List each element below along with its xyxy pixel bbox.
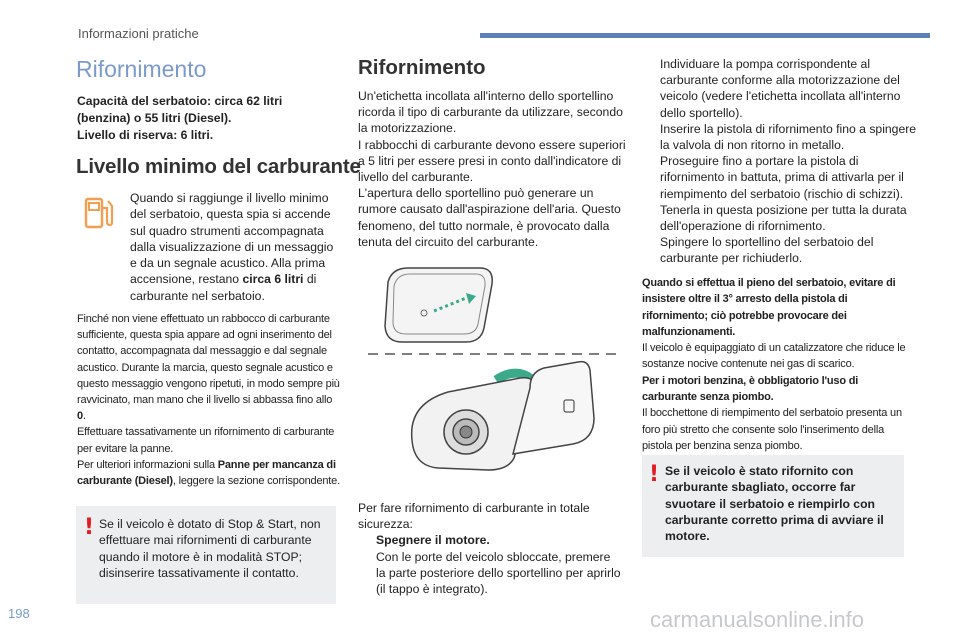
step-text: Con le porte del veicolo sbloccate, premere la parte posteriore dello sportellino per aprirlo (il tappo è integrato). [376,549,621,597]
step-text: Spegnere il motore. [376,533,490,548]
warning-icon: ! [649,462,660,487]
list-item [358,532,623,548]
watermark: carmanualsonline.info [650,607,865,632]
details-p2: Effettuare tassativamente un rifornimento di carburante per evitare la panne. [77,426,335,455]
tank-capacity [77,93,317,144]
low-fuel-warning-text [130,190,335,304]
refuel-intro [358,88,628,250]
catalyst-text: Il veicolo è equipaggiato di un catalizzatore che riduce le sostanze nocive contenute nei gas di scarico. [642,342,906,371]
list-item [642,153,917,202]
header-bar [480,33,930,38]
reserve-text: Livello di riserva: 6 litri. [77,128,214,142]
full-tank-warning: Quando si effettua il pieno del serbatoio, evitare di insistere oltre il 3° arresto della pistola di rifornimento; ciò potrebbe provocare dei malfunzionamenti. [642,277,896,338]
fuel-pump-icon [84,196,114,230]
warning-icon: ! [84,515,95,540]
list-item [642,202,917,234]
unleaded-requirement: Per i motori benzina, è obbligatorio l'uso di carburante senza piombo. [642,374,859,404]
list-item [642,234,917,266]
header-section-title: Informazioni pratiche [78,26,199,41]
min-fuel-heading: Livello minimo del carburante [76,155,361,178]
step-text: Tenerla in questa posizione per tutta la durata dell'operazione di rifornimento. [660,202,907,234]
details-p3-bold: Panne per mancanza di carburante (Diesel) [77,458,336,488]
full-tank-note [642,275,914,454]
details-p1: Finché non viene effettuato un rabbocco di carburante sufficiente, questa spia appare ad ogni inserimento del contatto, accompagnata dal messaggio e dal segnale acustico. Durante la marcia, questo segnale acustico e questo messaggio vengono ripetuti, in modo sempre più ravvicinato, man mano che il livello si abbassa fino allo [77,313,340,407]
details-p3-c: , leggere la sezione corrispondente. [172,475,340,488]
fuel-flap-illustration [368,262,620,492]
list-item [642,56,917,121]
refuel-steps [642,56,917,267]
filler-neck-text: Il bocchettone di riempimento del serbatoio presenta un foro più stretto che consente solo l'inserimento della pistola per benzina senza piombo. [642,407,902,452]
refuel-p1: Un'etichetta incollata all'interno dello sportellino ricorda il tipo di carburante da utilizzare, secondo la motorizzazione. [358,89,623,136]
refuel-p3: L'apertura dello sportellino può generare un rumore causato dall'aspirazione dell'aria. Questo fenomeno, del tutto normale, è provocato dalla tenuta del circuito del carburante. [358,186,621,249]
warn-text-c: di carburante nel serbatoio. [130,272,317,303]
details-p3-a: Per ulteriori informazioni sulla [77,458,218,471]
refuel-procedure [358,500,623,597]
list-item [642,121,917,153]
step-text: Individuare la pompa corrispondente al carburante conforme alla motorizzazione del veicolo (vedere l'etichetta incollata all'interno dello sportello). [660,57,901,120]
step-text: Spingere lo sportellino del serbatoio del carburante per richiuderlo. [660,235,874,266]
step-text: Inserire la pistola di rifornimento fino a spingere la valvola di non ritorno in metallo. [660,121,917,153]
warn-text-a: Quando si raggiunge il livello minimo del serbatoio, questa spia si accende sul quadro strumenti accompagnata dalla visualizzazione di un messaggio e da un segnale acustico. Alla prima accensione, restano [130,191,334,287]
refuel-heading: Rifornimento [358,56,486,79]
page-number: 198 [8,606,30,621]
stop-start-note: Se il veicolo è dotato di Stop & Start, non effettuare mai rifornimenti di carburante quando il motore è in modalità STOP; disinserire tassativamente il contatto. [99,517,321,580]
step-text: Proseguire fino a portare la pistola di rifornimento in battuta, prima di attivarla per il riempimento del serbatoio (rischio di schizzi). [660,154,904,201]
details-zero: 0 [77,410,83,423]
list-item [358,549,623,598]
warn-text-bold: circa 6 litri [242,272,304,287]
refuel-p2: I rabbocchi di carburante devono essere superiori a 5 litri per essere presi in conto dall'indicatore di livello del carburante. [358,137,626,185]
wrong-fuel-note: Se il veicolo è stato rifornito con carburante sbagliato, occorre far svuotare il serbatoio e riempirlo con carburante corretto prima di avviare il motore. [665,464,884,544]
details-p1-end: . [82,410,86,423]
capacity-text: Capacità del serbatoio: circa 62 litri (benzina) o 55 litri (Diesel). [77,94,283,125]
low-fuel-details [77,311,342,489]
procedure-intro: Per fare rifornimento di carburante in totale sicurezza: [358,501,590,532]
page-title: Rifornimento [76,56,207,82]
